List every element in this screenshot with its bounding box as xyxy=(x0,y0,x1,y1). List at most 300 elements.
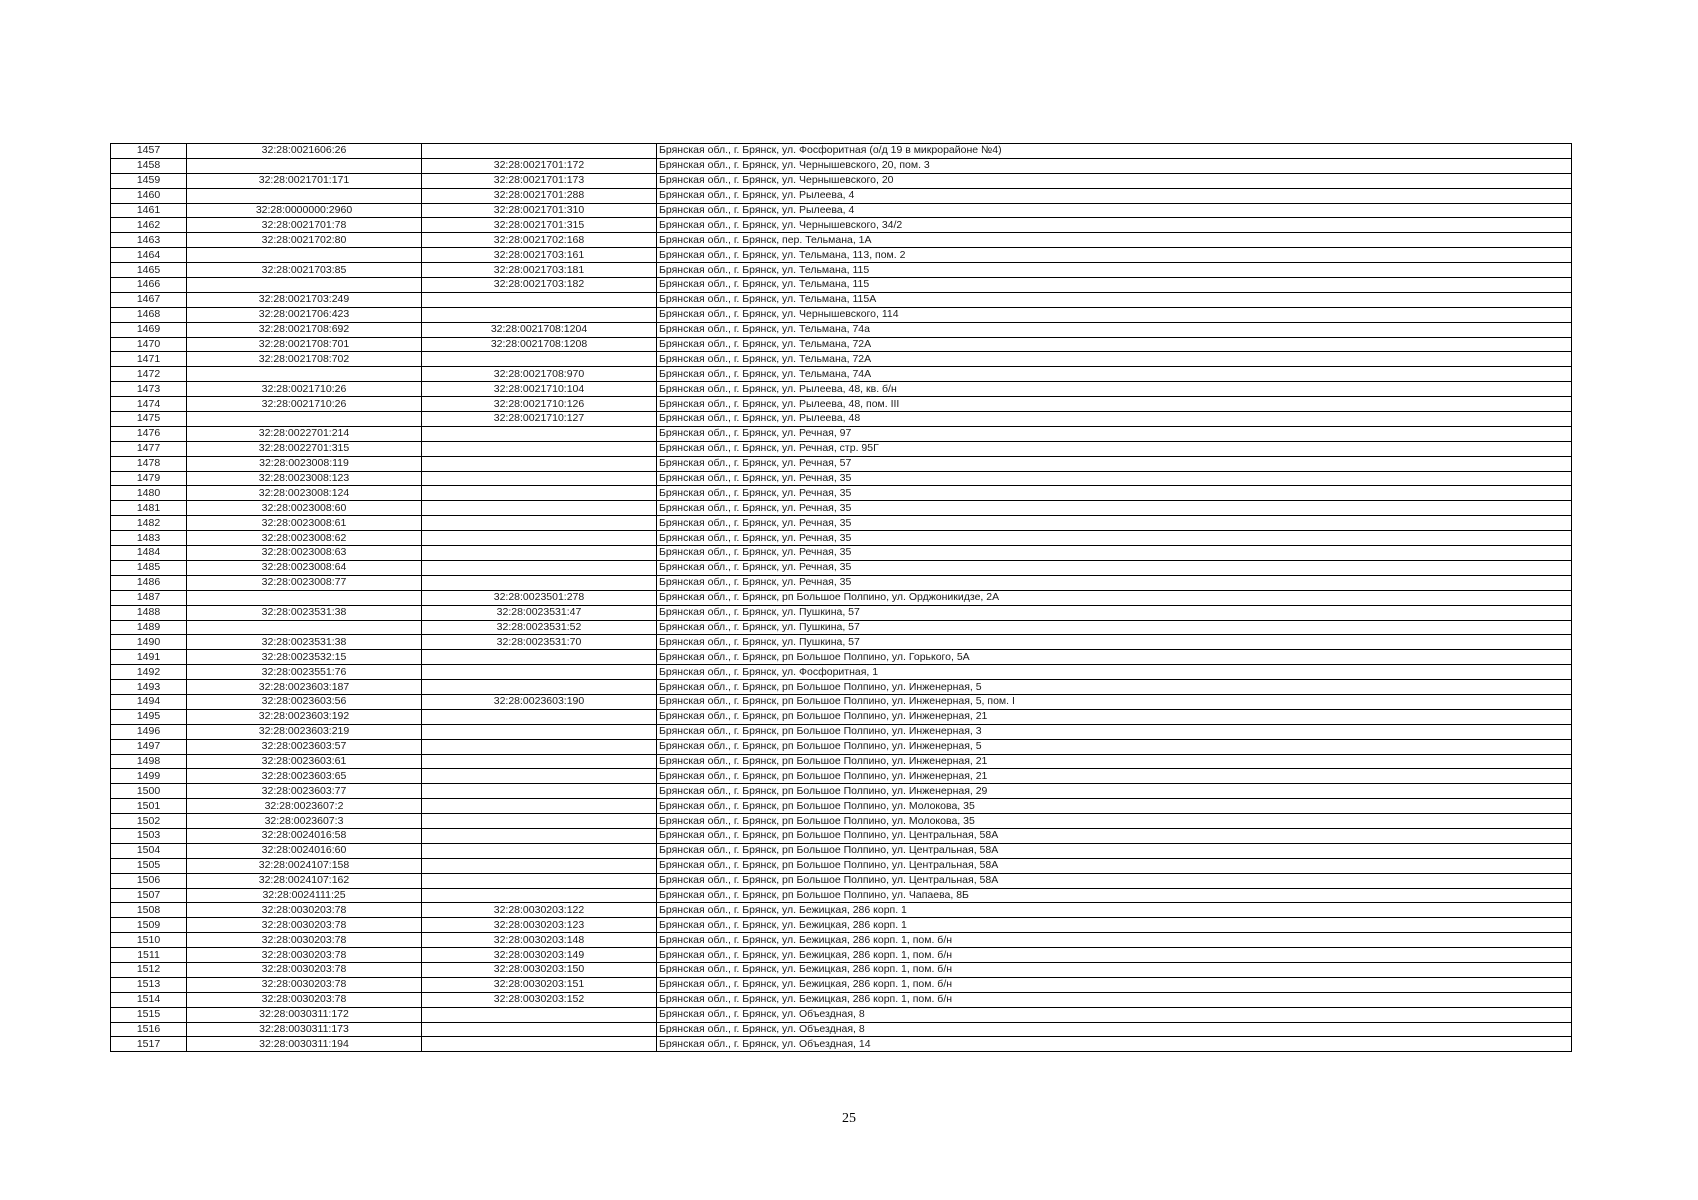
land-cadastral-number-cell: 32:28:0021702:80 xyxy=(187,233,422,248)
building-cadastral-number-cell xyxy=(422,516,657,531)
row-number-cell: 1492 xyxy=(111,665,187,680)
building-cadastral-number-cell xyxy=(422,575,657,590)
building-cadastral-number-cell xyxy=(422,426,657,441)
land-cadastral-number-cell: 32:28:0023008:61 xyxy=(187,516,422,531)
building-cadastral-number-cell xyxy=(422,501,657,516)
table-row xyxy=(111,828,1572,843)
row-number-cell: 1467 xyxy=(111,292,187,307)
table-row xyxy=(111,263,1572,278)
table-row xyxy=(111,426,1572,441)
row-number-cell: 1476 xyxy=(111,426,187,441)
table-row xyxy=(111,620,1572,635)
table-row xyxy=(111,337,1572,352)
row-number-cell: 1471 xyxy=(111,352,187,367)
table-row xyxy=(111,292,1572,307)
address-cell: Брянская обл., г. Брянск, рп Большое Полпино, ул. Инженерная, 5 xyxy=(657,680,1572,695)
address-cell: Брянская обл., г. Брянск, рп Большое Полпино, ул. Инженерная, 5, пом. I xyxy=(657,694,1572,709)
table-row xyxy=(111,233,1572,248)
address-cell: Брянская обл., г. Брянск, ул. Речная, 35 xyxy=(657,516,1572,531)
row-number-cell: 1514 xyxy=(111,992,187,1007)
building-cadastral-number-cell xyxy=(422,680,657,695)
land-cadastral-number-cell: 32:28:0023008:123 xyxy=(187,471,422,486)
building-cadastral-number-cell: 32:28:0021701:315 xyxy=(422,218,657,233)
land-cadastral-number-cell: 32:28:0024107:158 xyxy=(187,858,422,873)
land-cadastral-number-cell: 32:28:0021708:702 xyxy=(187,352,422,367)
row-number-cell: 1482 xyxy=(111,516,187,531)
register-table-container xyxy=(110,143,1571,1052)
building-cadastral-number-cell xyxy=(422,873,657,888)
row-number-cell: 1464 xyxy=(111,248,187,263)
address-cell: Брянская обл., г. Брянск, ул. Рылеева, 48, пом. III xyxy=(657,397,1572,412)
land-cadastral-number-cell: 32:28:0023603:192 xyxy=(187,709,422,724)
address-cell: Брянская обл., г. Брянск, ул. Речная, 35 xyxy=(657,546,1572,561)
address-cell: Брянская обл., г. Брянск, ул. Фосфоритная, 1 xyxy=(657,665,1572,680)
land-cadastral-number-cell: 32:28:0030203:78 xyxy=(187,948,422,963)
row-number-cell: 1474 xyxy=(111,397,187,412)
building-cadastral-number-cell: 32:28:0023531:52 xyxy=(422,620,657,635)
table-row xyxy=(111,784,1572,799)
land-cadastral-number-cell: 32:28:0023603:219 xyxy=(187,724,422,739)
row-number-cell: 1488 xyxy=(111,605,187,620)
land-cadastral-number-cell: 32:28:0021703:249 xyxy=(187,292,422,307)
row-number-cell: 1490 xyxy=(111,635,187,650)
address-cell: Брянская обл., г. Брянск, ул. Тельмана, 72А xyxy=(657,352,1572,367)
row-number-cell: 1483 xyxy=(111,531,187,546)
land-cadastral-number-cell xyxy=(187,412,422,427)
building-cadastral-number-cell: 32:28:0021702:168 xyxy=(422,233,657,248)
row-number-cell: 1469 xyxy=(111,322,187,337)
table-row xyxy=(111,709,1572,724)
building-cadastral-number-cell xyxy=(422,650,657,665)
land-cadastral-number-cell xyxy=(187,367,422,382)
table-row xyxy=(111,962,1572,977)
building-cadastral-number-cell: 32:28:0021701:173 xyxy=(422,173,657,188)
row-number-cell: 1495 xyxy=(111,709,187,724)
table-row xyxy=(111,948,1572,963)
table-row xyxy=(111,799,1572,814)
land-cadastral-number-cell: 32:28:0021606:26 xyxy=(187,144,422,159)
building-cadastral-number-cell xyxy=(422,739,657,754)
land-cadastral-number-cell: 32:28:0021708:701 xyxy=(187,337,422,352)
land-cadastral-number-cell xyxy=(187,158,422,173)
address-cell: Брянская обл., г. Брянск, рп Большое Полпино, ул. Орджоникидзе, 2А xyxy=(657,590,1572,605)
address-cell: Брянская обл., г. Брянск, ул. Бежицкая, 286 корп. 1, пом. б/н xyxy=(657,962,1572,977)
building-cadastral-number-cell: 32:28:0021708:1208 xyxy=(422,337,657,352)
row-number-cell: 1457 xyxy=(111,144,187,159)
building-cadastral-number-cell: 32:28:0021703:181 xyxy=(422,263,657,278)
building-cadastral-number-cell xyxy=(422,769,657,784)
building-cadastral-number-cell xyxy=(422,814,657,829)
table-row xyxy=(111,560,1572,575)
building-cadastral-number-cell xyxy=(422,799,657,814)
building-cadastral-number-cell: 32:28:0030203:148 xyxy=(422,933,657,948)
address-cell: Брянская обл., г. Брянск, рп Большое Полпино, ул. Молокова, 35 xyxy=(657,814,1572,829)
address-cell: Брянская обл., г. Брянск, ул. Тельмана, 72А xyxy=(657,337,1572,352)
address-cell: Брянская обл., г. Брянск, рп Большое Полпино, ул. Центральная, 58А xyxy=(657,828,1572,843)
land-cadastral-number-cell: 32:28:0030203:78 xyxy=(187,903,422,918)
row-number-cell: 1496 xyxy=(111,724,187,739)
land-cadastral-number-cell xyxy=(187,590,422,605)
address-cell: Брянская обл., г. Брянск, ул. Пушкина, 57 xyxy=(657,635,1572,650)
table-row xyxy=(111,382,1572,397)
building-cadastral-number-cell: 32:28:0021703:161 xyxy=(422,248,657,263)
building-cadastral-number-cell xyxy=(422,531,657,546)
land-cadastral-number-cell: 32:28:0023008:60 xyxy=(187,501,422,516)
land-cadastral-number-cell: 32:28:0023008:77 xyxy=(187,575,422,590)
land-cadastral-number-cell: 32:28:0023008:124 xyxy=(187,486,422,501)
address-cell: Брянская обл., г. Брянск, ул. Речная, 35 xyxy=(657,531,1572,546)
row-number-cell: 1491 xyxy=(111,650,187,665)
building-cadastral-number-cell xyxy=(422,665,657,680)
land-cadastral-number-cell: 32:28:0030203:78 xyxy=(187,992,422,1007)
land-cadastral-number-cell: 32:28:0023603:187 xyxy=(187,680,422,695)
building-cadastral-number-cell xyxy=(422,709,657,724)
land-cadastral-number-cell: 32:28:0023603:57 xyxy=(187,739,422,754)
table-row xyxy=(111,873,1572,888)
row-number-cell: 1480 xyxy=(111,486,187,501)
building-cadastral-number-cell xyxy=(422,144,657,159)
table-row xyxy=(111,575,1572,590)
row-number-cell: 1506 xyxy=(111,873,187,888)
table-row xyxy=(111,605,1572,620)
table-row xyxy=(111,412,1572,427)
building-cadastral-number-cell xyxy=(422,754,657,769)
building-cadastral-number-cell xyxy=(422,352,657,367)
building-cadastral-number-cell: 32:28:0021710:126 xyxy=(422,397,657,412)
building-cadastral-number-cell xyxy=(422,307,657,322)
address-cell: Брянская обл., г. Брянск, ул. Объездная, 8 xyxy=(657,1007,1572,1022)
table-row xyxy=(111,471,1572,486)
row-number-cell: 1466 xyxy=(111,278,187,293)
land-cadastral-number-cell: 32:28:0024107:162 xyxy=(187,873,422,888)
row-number-cell: 1498 xyxy=(111,754,187,769)
land-cadastral-number-cell: 32:28:0023531:38 xyxy=(187,605,422,620)
address-cell: Брянская обл., г. Брянск, ул. Чернышевского, 20, пом. 3 xyxy=(657,158,1572,173)
land-cadastral-number-cell: 32:28:0021701:171 xyxy=(187,173,422,188)
land-cadastral-number-cell: 32:28:0030203:78 xyxy=(187,962,422,977)
row-number-cell: 1509 xyxy=(111,918,187,933)
table-row xyxy=(111,501,1572,516)
row-number-cell: 1468 xyxy=(111,307,187,322)
row-number-cell: 1462 xyxy=(111,218,187,233)
row-number-cell: 1517 xyxy=(111,1037,187,1052)
land-cadastral-number-cell: 32:28:0021701:78 xyxy=(187,218,422,233)
row-number-cell: 1508 xyxy=(111,903,187,918)
building-cadastral-number-cell: 32:28:0021701:172 xyxy=(422,158,657,173)
building-cadastral-number-cell xyxy=(422,486,657,501)
address-cell: Брянская обл., г. Брянск, ул. Бежицкая, 286 корп. 1 xyxy=(657,903,1572,918)
building-cadastral-number-cell: 32:28:0030203:122 xyxy=(422,903,657,918)
address-cell: Брянская обл., г. Брянск, ул. Тельмана, 74А xyxy=(657,367,1572,382)
land-cadastral-number-cell: 32:28:0023603:65 xyxy=(187,769,422,784)
row-number-cell: 1470 xyxy=(111,337,187,352)
address-cell: Брянская обл., г. Брянск, рп Большое Полпино, ул. Центральная, 58А xyxy=(657,858,1572,873)
land-cadastral-number-cell: 32:28:0000000:2960 xyxy=(187,203,422,218)
table-row xyxy=(111,724,1572,739)
address-cell: Брянская обл., г. Брянск, пер. Тельмана, 1А xyxy=(657,233,1572,248)
table-row xyxy=(111,188,1572,203)
address-cell: Брянская обл., г. Брянск, ул. Рылеева, 48 xyxy=(657,412,1572,427)
address-cell: Брянская обл., г. Брянск, рп Большое Полпино, ул. Инженерная, 21 xyxy=(657,709,1572,724)
address-cell: Брянская обл., г. Брянск, ул. Речная, 35 xyxy=(657,471,1572,486)
building-cadastral-number-cell: 32:28:0030203:149 xyxy=(422,948,657,963)
table-row xyxy=(111,456,1572,471)
table-row xyxy=(111,1037,1572,1052)
building-cadastral-number-cell: 32:28:0021703:182 xyxy=(422,278,657,293)
table-row xyxy=(111,694,1572,709)
address-cell: Брянская обл., г. Брянск, ул. Тельмана, 115 xyxy=(657,263,1572,278)
building-cadastral-number-cell: 32:28:0030203:152 xyxy=(422,992,657,1007)
address-cell: Брянская обл., г. Брянск, ул. Бежицкая, 286 корп. 1 xyxy=(657,918,1572,933)
building-cadastral-number-cell xyxy=(422,1037,657,1052)
row-number-cell: 1479 xyxy=(111,471,187,486)
land-cadastral-number-cell: 32:28:0023603:77 xyxy=(187,784,422,799)
row-number-cell: 1502 xyxy=(111,814,187,829)
row-number-cell: 1485 xyxy=(111,560,187,575)
building-cadastral-number-cell: 32:28:0021708:1204 xyxy=(422,322,657,337)
table-row xyxy=(111,843,1572,858)
table-row xyxy=(111,531,1572,546)
land-cadastral-number-cell: 32:28:0030203:78 xyxy=(187,977,422,992)
land-cadastral-number-cell: 32:28:0021706:423 xyxy=(187,307,422,322)
table-row xyxy=(111,977,1572,992)
table-row xyxy=(111,754,1572,769)
building-cadastral-number-cell: 32:28:0023531:70 xyxy=(422,635,657,650)
row-number-cell: 1472 xyxy=(111,367,187,382)
building-cadastral-number-cell xyxy=(422,292,657,307)
land-cadastral-number-cell: 32:28:0030311:173 xyxy=(187,1022,422,1037)
land-cadastral-number-cell: 32:28:0023551:76 xyxy=(187,665,422,680)
page-number: 25 xyxy=(842,1111,856,1126)
table-row xyxy=(111,888,1572,903)
building-cadastral-number-cell xyxy=(422,441,657,456)
land-cadastral-number-cell: 32:28:0024016:58 xyxy=(187,828,422,843)
address-cell: Брянская обл., г. Брянск, ул. Пушкина, 57 xyxy=(657,620,1572,635)
land-cadastral-number-cell: 32:28:0023607:3 xyxy=(187,814,422,829)
address-cell: Брянская обл., г. Брянск, ул. Тельмана, 113, пом. 2 xyxy=(657,248,1572,263)
building-cadastral-number-cell: 32:28:0023501:278 xyxy=(422,590,657,605)
land-cadastral-number-cell: 32:28:0022701:315 xyxy=(187,441,422,456)
land-cadastral-number-cell: 32:28:0023603:56 xyxy=(187,694,422,709)
table-row xyxy=(111,367,1572,382)
table-row xyxy=(111,590,1572,605)
building-cadastral-number-cell: 32:28:0021710:127 xyxy=(422,412,657,427)
row-number-cell: 1513 xyxy=(111,977,187,992)
land-cadastral-number-cell: 32:28:0023607:2 xyxy=(187,799,422,814)
building-cadastral-number-cell xyxy=(422,456,657,471)
building-cadastral-number-cell: 32:28:0030203:150 xyxy=(422,962,657,977)
address-cell: Брянская обл., г. Брянск, ул. Бежицкая, 286 корп. 1, пом. б/н xyxy=(657,992,1572,1007)
address-cell: Брянская обл., г. Брянск, ул. Бежицкая, 286 корп. 1, пом. б/н xyxy=(657,977,1572,992)
address-cell: Брянская обл., г. Брянск, рп Большое Полпино, ул. Чапаева, 8Б xyxy=(657,888,1572,903)
row-number-cell: 1507 xyxy=(111,888,187,903)
row-number-cell: 1512 xyxy=(111,962,187,977)
table-row xyxy=(111,635,1572,650)
row-number-cell: 1478 xyxy=(111,456,187,471)
land-cadastral-number-cell: 32:28:0023008:119 xyxy=(187,456,422,471)
land-cadastral-number-cell xyxy=(187,188,422,203)
building-cadastral-number-cell: 32:28:0030203:151 xyxy=(422,977,657,992)
address-cell: Брянская обл., г. Брянск, рп Большое Полпино, ул. Молокова, 35 xyxy=(657,799,1572,814)
address-cell: Брянская обл., г. Брянск, ул. Речная, 57 xyxy=(657,456,1572,471)
row-number-cell: 1504 xyxy=(111,843,187,858)
land-cadastral-number-cell: 32:28:0021703:85 xyxy=(187,263,422,278)
land-cadastral-number-cell: 32:28:0021710:26 xyxy=(187,382,422,397)
land-cadastral-number-cell: 32:28:0023008:62 xyxy=(187,531,422,546)
row-number-cell: 1494 xyxy=(111,694,187,709)
address-cell: Брянская обл., г. Брянск, ул. Речная, 35 xyxy=(657,486,1572,501)
table-row xyxy=(111,814,1572,829)
building-cadastral-number-cell xyxy=(422,828,657,843)
building-cadastral-number-cell xyxy=(422,1022,657,1037)
row-number-cell: 1500 xyxy=(111,784,187,799)
row-number-cell: 1515 xyxy=(111,1007,187,1022)
row-number-cell: 1516 xyxy=(111,1022,187,1037)
address-cell: Брянская обл., г. Брянск, рп Большое Полпино, ул. Инженерная, 29 xyxy=(657,784,1572,799)
table-row xyxy=(111,680,1572,695)
address-cell: Брянская обл., г. Брянск, ул. Рылеева, 4 xyxy=(657,203,1572,218)
land-cadastral-number-cell: 32:28:0024111:25 xyxy=(187,888,422,903)
building-cadastral-number-cell: 32:28:0023531:47 xyxy=(422,605,657,620)
table-row xyxy=(111,352,1572,367)
address-cell: Брянская обл., г. Брянск, рп Большое Полпино, ул. Инженерная, 21 xyxy=(657,769,1572,784)
table-row xyxy=(111,322,1572,337)
table-row xyxy=(111,933,1572,948)
address-cell: Брянская обл., г. Брянск, рп Большое Полпино, ул. Инженерная, 5 xyxy=(657,739,1572,754)
table-row xyxy=(111,665,1572,680)
row-number-cell: 1481 xyxy=(111,501,187,516)
table-row xyxy=(111,218,1572,233)
row-number-cell: 1461 xyxy=(111,203,187,218)
land-cadastral-number-cell: 32:28:0030203:78 xyxy=(187,918,422,933)
table-row xyxy=(111,739,1572,754)
building-cadastral-number-cell: 32:28:0021710:104 xyxy=(422,382,657,397)
row-number-cell: 1487 xyxy=(111,590,187,605)
land-cadastral-number-cell: 32:28:0023008:64 xyxy=(187,560,422,575)
row-number-cell: 1459 xyxy=(111,173,187,188)
row-number-cell: 1477 xyxy=(111,441,187,456)
row-number-cell: 1493 xyxy=(111,680,187,695)
address-cell: Брянская обл., г. Брянск, ул. Речная, 97 xyxy=(657,426,1572,441)
row-number-cell: 1484 xyxy=(111,546,187,561)
row-number-cell: 1505 xyxy=(111,858,187,873)
building-cadastral-number-cell xyxy=(422,858,657,873)
row-number-cell: 1511 xyxy=(111,948,187,963)
land-cadastral-number-cell: 32:28:0024016:60 xyxy=(187,843,422,858)
address-cell: Брянская обл., г. Брянск, ул. Речная, 35 xyxy=(657,560,1572,575)
address-cell: Брянская обл., г. Брянск, рп Большое Полпино, ул. Центральная, 58А xyxy=(657,843,1572,858)
building-cadastral-number-cell xyxy=(422,1007,657,1022)
address-cell: Брянская обл., г. Брянск, ул. Чернышевского, 114 xyxy=(657,307,1572,322)
table-row xyxy=(111,992,1572,1007)
table-row xyxy=(111,650,1572,665)
address-cell: Брянская обл., г. Брянск, ул. Бежицкая, 286 корп. 1, пом. б/н xyxy=(657,948,1572,963)
land-cadastral-number-cell: 32:28:0021708:692 xyxy=(187,322,422,337)
land-cadastral-number-cell: 32:28:0023532:15 xyxy=(187,650,422,665)
table-row xyxy=(111,918,1572,933)
building-cadastral-number-cell: 32:28:0023603:190 xyxy=(422,694,657,709)
building-cadastral-number-cell: 32:28:0030203:123 xyxy=(422,918,657,933)
address-cell: Брянская обл., г. Брянск, рп Большое Полпино, ул. Инженерная, 21 xyxy=(657,754,1572,769)
table-row xyxy=(111,546,1572,561)
row-number-cell: 1465 xyxy=(111,263,187,278)
address-cell: Брянская обл., г. Брянск, ул. Рылеева, 48, кв. б/н xyxy=(657,382,1572,397)
address-cell: Брянская обл., г. Брянск, ул. Чернышевского, 34/2 xyxy=(657,218,1572,233)
row-number-cell: 1473 xyxy=(111,382,187,397)
row-number-cell: 1501 xyxy=(111,799,187,814)
table-row xyxy=(111,158,1572,173)
address-cell: Брянская обл., г. Брянск, ул. Тельмана, 115А xyxy=(657,292,1572,307)
land-cadastral-number-cell xyxy=(187,248,422,263)
row-number-cell: 1503 xyxy=(111,828,187,843)
building-cadastral-number-cell xyxy=(422,546,657,561)
address-cell: Брянская обл., г. Брянск, ул. Объездная, 8 xyxy=(657,1022,1572,1037)
building-cadastral-number-cell: 32:28:0021701:310 xyxy=(422,203,657,218)
register-table xyxy=(110,143,1572,1052)
address-cell: Брянская обл., г. Брянск, ул. Чернышевского, 20 xyxy=(657,173,1572,188)
address-cell: Брянская обл., г. Брянск, ул. Речная, 35 xyxy=(657,501,1572,516)
address-cell: Брянская обл., г. Брянск, ул. Фосфоритная (о/д 19 в микрорайоне №4) xyxy=(657,144,1572,159)
table-row xyxy=(111,248,1572,263)
table-row xyxy=(111,441,1572,456)
address-cell: Брянская обл., г. Брянск, ул. Бежицкая, 286 корп. 1, пом. б/н xyxy=(657,933,1572,948)
table-row xyxy=(111,769,1572,784)
building-cadastral-number-cell: 32:28:0021708:970 xyxy=(422,367,657,382)
land-cadastral-number-cell xyxy=(187,620,422,635)
land-cadastral-number-cell: 32:28:0030311:172 xyxy=(187,1007,422,1022)
land-cadastral-number-cell: 32:28:0023603:61 xyxy=(187,754,422,769)
land-cadastral-number-cell: 32:28:0030311:194 xyxy=(187,1037,422,1052)
table-row xyxy=(111,1007,1572,1022)
table-row xyxy=(111,516,1572,531)
address-cell: Брянская обл., г. Брянск, ул. Речная, 35 xyxy=(657,575,1572,590)
address-cell: Брянская обл., г. Брянск, рп Большое Полпино, ул. Инженерная, 3 xyxy=(657,724,1572,739)
land-cadastral-number-cell: 32:28:0030203:78 xyxy=(187,933,422,948)
address-cell: Брянская обл., г. Брянск, ул. Рылеева, 4 xyxy=(657,188,1572,203)
row-number-cell: 1510 xyxy=(111,933,187,948)
table-row xyxy=(111,858,1572,873)
land-cadastral-number-cell xyxy=(187,278,422,293)
building-cadastral-number-cell xyxy=(422,471,657,486)
table-row xyxy=(111,173,1572,188)
address-cell: Брянская обл., г. Брянск, ул. Объездная, 14 xyxy=(657,1037,1572,1052)
table-row xyxy=(111,397,1572,412)
row-number-cell: 1475 xyxy=(111,412,187,427)
row-number-cell: 1489 xyxy=(111,620,187,635)
address-cell: Брянская обл., г. Брянск, ул. Пушкина, 57 xyxy=(657,605,1572,620)
table-row xyxy=(111,903,1572,918)
table-row xyxy=(111,486,1572,501)
row-number-cell: 1460 xyxy=(111,188,187,203)
building-cadastral-number-cell xyxy=(422,888,657,903)
register-table-body xyxy=(111,144,1572,1052)
row-number-cell: 1499 xyxy=(111,769,187,784)
table-row xyxy=(111,203,1572,218)
building-cadastral-number-cell: 32:28:0021701:288 xyxy=(422,188,657,203)
table-row xyxy=(111,307,1572,322)
land-cadastral-number-cell: 32:28:0023008:63 xyxy=(187,546,422,561)
land-cadastral-number-cell: 32:28:0023531:38 xyxy=(187,635,422,650)
address-cell: Брянская обл., г. Брянск, рп Большое Полпино, ул. Центральная, 58А xyxy=(657,873,1572,888)
building-cadastral-number-cell xyxy=(422,784,657,799)
address-cell: Брянская обл., г. Брянск, ул. Речная, стр. 95Г xyxy=(657,441,1572,456)
row-number-cell: 1458 xyxy=(111,158,187,173)
table-row xyxy=(111,1022,1572,1037)
table-row xyxy=(111,144,1572,159)
building-cadastral-number-cell xyxy=(422,843,657,858)
building-cadastral-number-cell xyxy=(422,724,657,739)
row-number-cell: 1486 xyxy=(111,575,187,590)
